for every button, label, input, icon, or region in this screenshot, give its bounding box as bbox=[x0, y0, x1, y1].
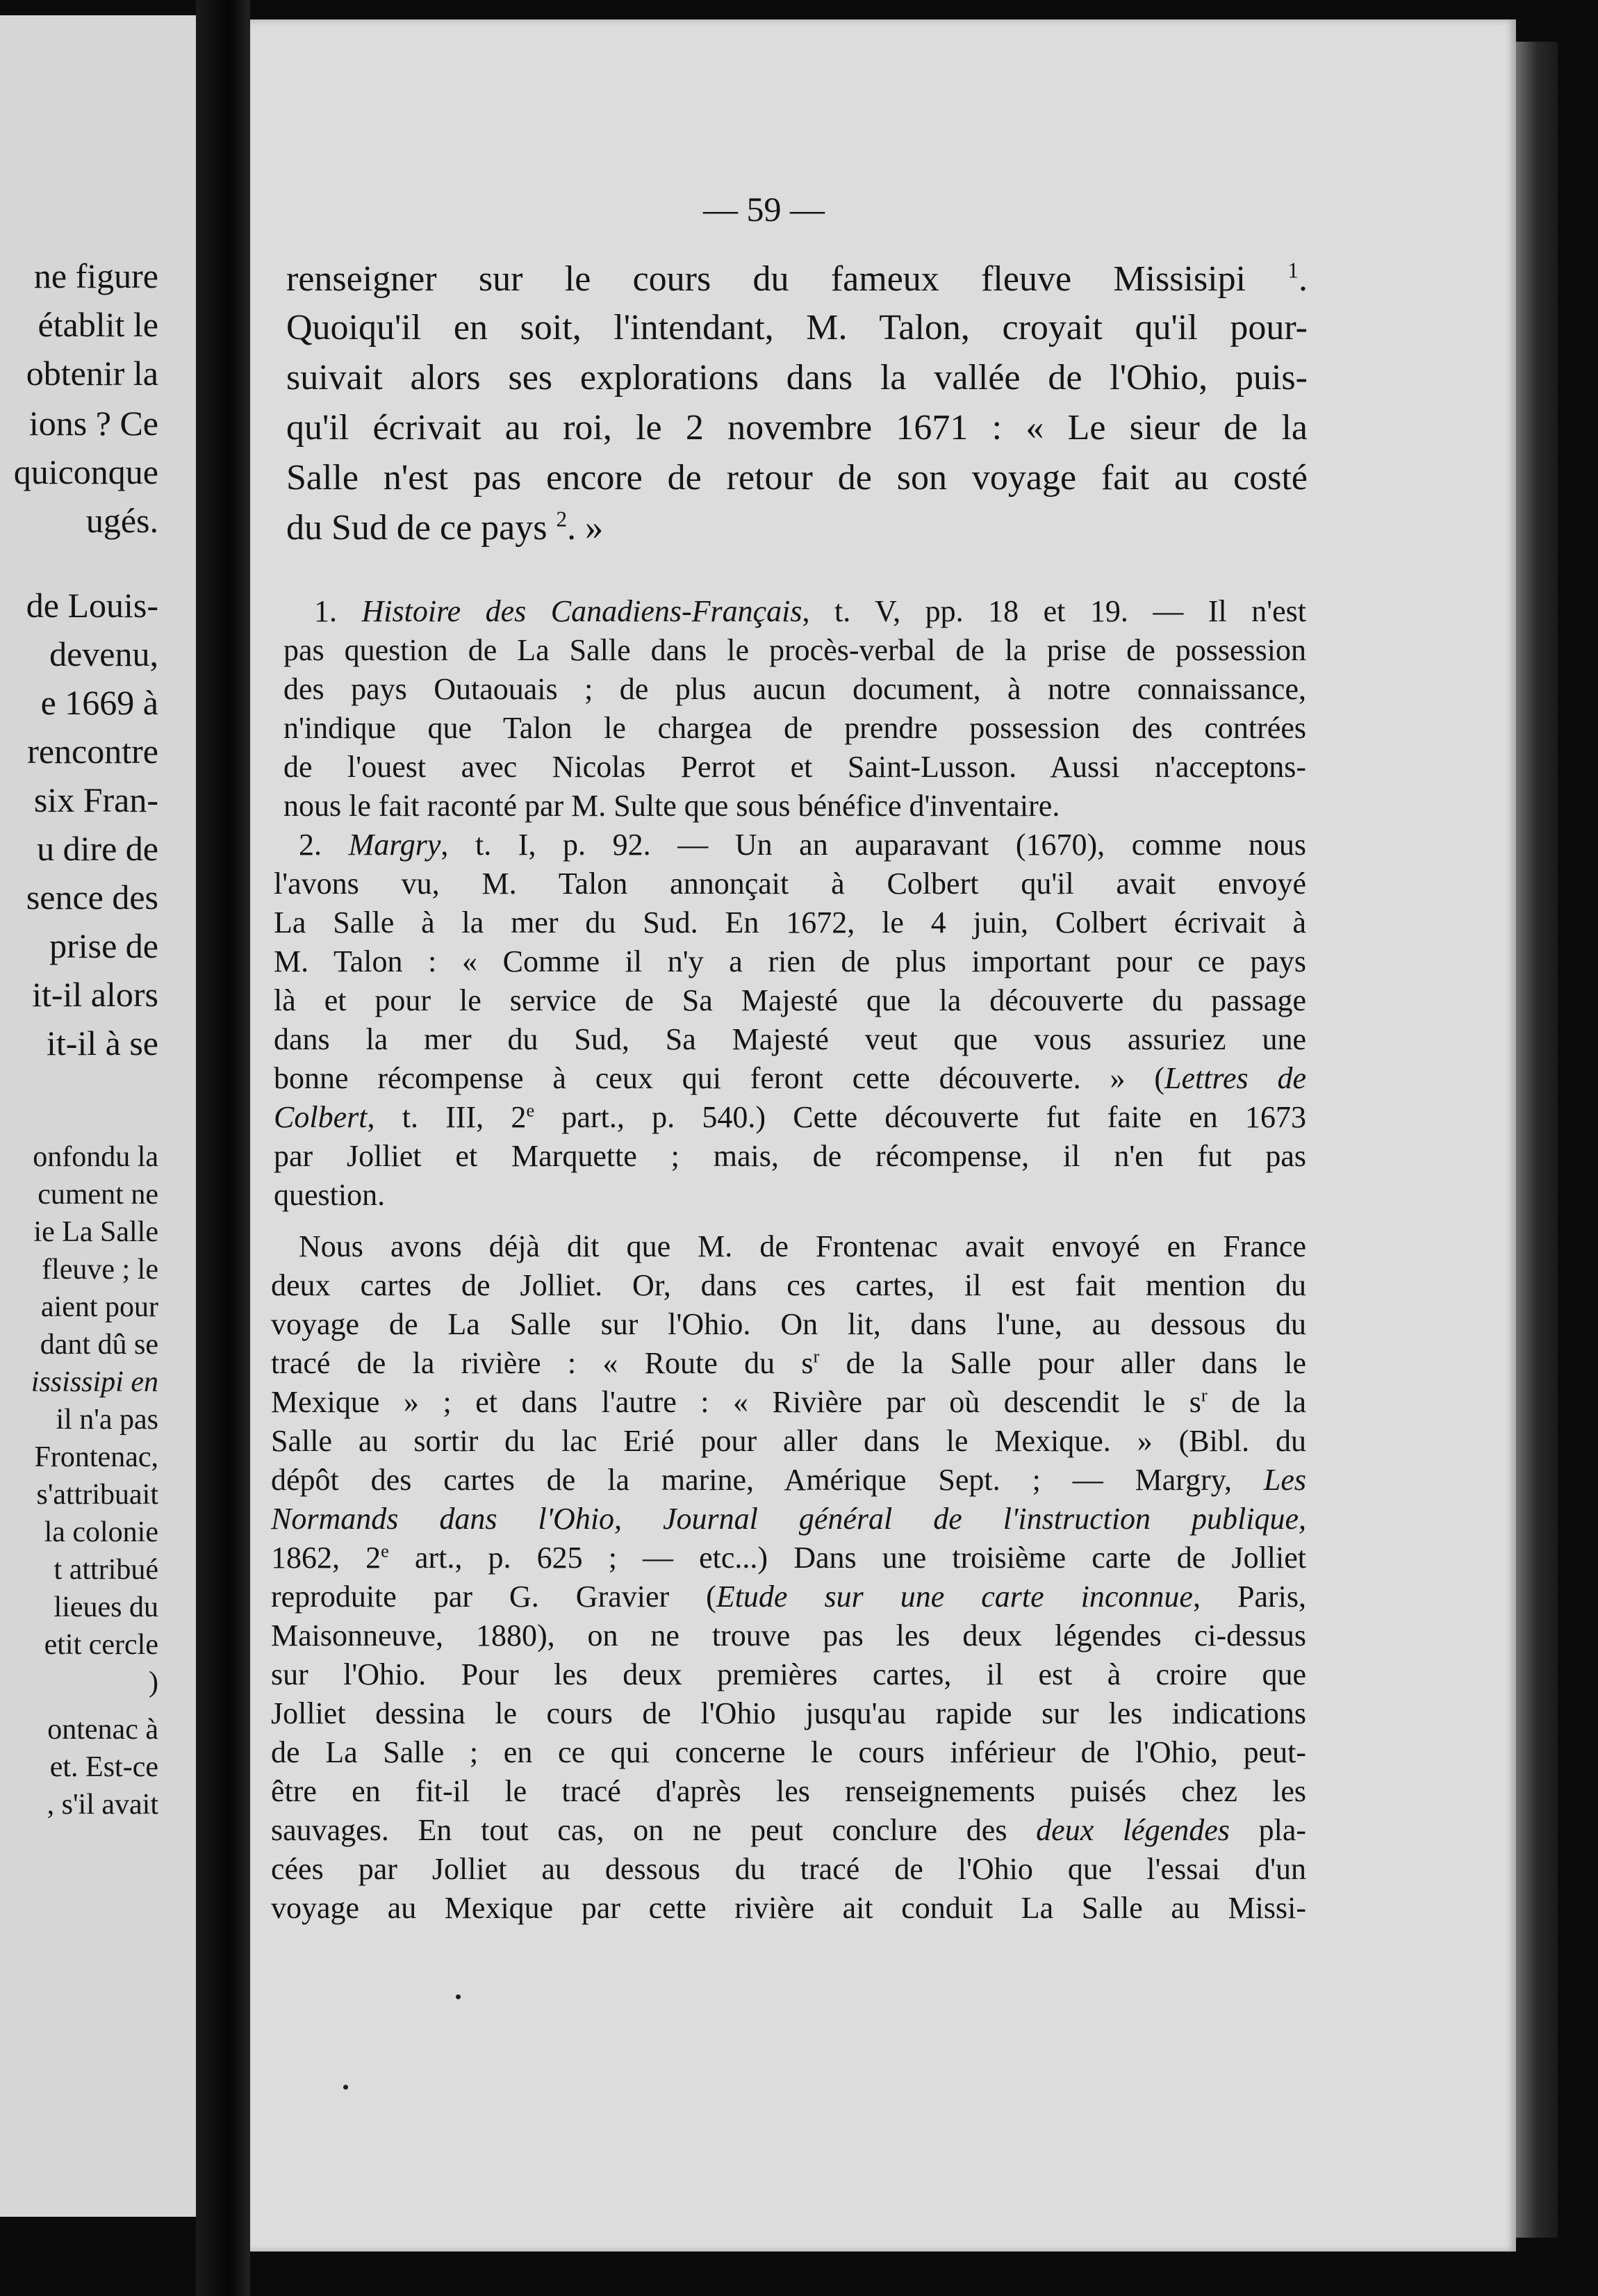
facing-page-line: devenu, bbox=[49, 634, 158, 673]
facing-page-line: s'attribuait bbox=[36, 1479, 158, 1511]
footnote-ref: 1 bbox=[1287, 258, 1299, 283]
facing-page-line: et. Est-ce bbox=[49, 1751, 158, 1783]
footnote-2-line: M. Talon : « Comme il n'y a rien de plus important pour ce pays bbox=[274, 944, 1306, 978]
paragraph-line: Nous avons déjà dit que M. de Frontenac avait envoyé en France bbox=[299, 1229, 1306, 1263]
facing-page-line: Frontenac, bbox=[34, 1441, 158, 1473]
body-line: renseigner sur le cours du fameux fleuve Missisipi $^1$. bbox=[286, 258, 1308, 299]
facing-page-line: e 1669 à bbox=[40, 683, 158, 722]
paragraph-line: reproduite par G. Gravier (Etude sur une carte inconnue, Paris, bbox=[271, 1580, 1306, 1614]
facing-page-line: u dire de bbox=[37, 829, 158, 868]
facing-page-line: sence des bbox=[26, 878, 158, 917]
facing-page-line: il n'a pas bbox=[56, 1404, 158, 1436]
footnote-2-line: là et pour le service de Sa Majesté que la découverte du passage bbox=[274, 983, 1306, 1017]
page bbox=[250, 19, 1516, 2252]
footnote-1-line: des pays Outaouais ; de plus aucun document, à notre connaissance, bbox=[283, 672, 1306, 706]
facing-page-line: ne figure bbox=[33, 256, 158, 295]
facing-page-line: ississipi en bbox=[31, 1366, 158, 1398]
facing-page-line: , s'il avait bbox=[47, 1789, 158, 1821]
facing-page-line: ugés. bbox=[85, 501, 158, 540]
facing-page-line: ions ? Ce bbox=[28, 404, 158, 443]
paragraph-line: tracé de la rivière : « Route du $s^r$ de la Salle pour aller dans le bbox=[271, 1345, 1307, 1380]
footnote-2-line: par Jolliet et Marquette ; mais, de récompense, il n'en fut pas bbox=[274, 1139, 1306, 1173]
facing-page-line: établit le bbox=[38, 305, 158, 344]
paragraph-line: deux cartes de Jolliet. Or, dans ces cartes, il est fait mention du bbox=[271, 1268, 1306, 1302]
paragraph-line: dépôt des cartes de la marine, Amérique Sept. ; — Margry, Les bbox=[271, 1463, 1306, 1497]
paragraph-line: voyage de La Salle sur l'Ohio. On lit, dans l'une, au dessous du bbox=[271, 1307, 1306, 1341]
facing-page-line: fleuve ; le bbox=[42, 1254, 158, 1286]
paragraph-line: Mexique » ; et dans l'autre : « Rivière par où descendit le $s^r$ de la bbox=[271, 1384, 1306, 1419]
paragraph-line: voyage au Mexique par cette rivière ait conduit La Salle au Missi- bbox=[271, 1891, 1306, 1925]
book-gutter bbox=[196, 0, 250, 2296]
facing-page-line: t attribué bbox=[53, 1554, 158, 1586]
facing-page-line: it-il à se bbox=[46, 1024, 158, 1063]
footnote-2-line: dans la mer du Sud, Sa Majesté veut que vous assuriez une bbox=[274, 1022, 1306, 1056]
facing-page-line: etit cercle bbox=[44, 1629, 158, 1661]
paragraph-line: sauvages. En tout cas, on ne peut conclure des deux légendes pla- bbox=[271, 1813, 1307, 1847]
ink-speck bbox=[343, 2085, 348, 2090]
facing-page-line: ) bbox=[149, 1666, 158, 1698]
footnote-1-line: n'indique que Talon le chargea de prendre possession des contrées bbox=[283, 711, 1306, 745]
body-line: Salle n'est pas encore de retour de son voyage fait au costé bbox=[286, 458, 1308, 498]
footnote-2-line: 2. Margry, t. I, p. 92. — Un an auparavant (1670), comme nous bbox=[299, 828, 1306, 862]
footnote-1-line: de l'ouest avec Nicolas Perrot et Saint-Lusson. Aussi n'acceptons- bbox=[283, 750, 1306, 784]
facing-page-line: obtenir la bbox=[26, 354, 158, 393]
paragraph-line: sur l'Ohio. Pour les deux premières cartes, il est à croire que bbox=[271, 1657, 1306, 1691]
facing-page-line: lieues du bbox=[53, 1591, 158, 1623]
paragraph-line: de La Salle ; en ce qui concerne le cours inférieur de l'Ohio, peut- bbox=[271, 1735, 1306, 1769]
facing-page-line: onfondu la bbox=[33, 1141, 158, 1173]
facing-page-line: dant dû se bbox=[40, 1329, 158, 1361]
footnote-1-line: 1. Histoire des Canadiens-Français, t. V, pp. 18 et 19. — Il n'est bbox=[314, 594, 1307, 628]
body-line: qu'il écrivait au roi, le 2 novembre 1671 : « Le sieur de la bbox=[286, 408, 1308, 448]
paragraph-line: être en fit-il le tracé d'après les renseignements puisés chez les bbox=[271, 1774, 1306, 1808]
footnote-2-line: bonne récompense à ceux qui feront cette découverte. » (Lettres de bbox=[274, 1061, 1307, 1095]
facing-page-line: six Fran- bbox=[33, 780, 158, 819]
footnote-2-line: question. bbox=[274, 1178, 386, 1212]
paragraph-line: Jolliet dessina le cours de l'Ohio jusqu'au rapide sur les indications bbox=[271, 1696, 1306, 1730]
facing-page-line: quiconque bbox=[13, 452, 158, 491]
footnote-ref: 2 bbox=[556, 507, 568, 532]
facing-page-line: cument ne bbox=[38, 1179, 158, 1211]
facing-page-line: de Louis- bbox=[26, 586, 158, 625]
footnote-2-line: La Salle à la mer du Sud. En 1672, le 4 juin, Colbert écrivait à bbox=[274, 905, 1306, 940]
facing-page-line: prise de bbox=[49, 926, 158, 965]
page-number: — 59 — bbox=[703, 190, 825, 229]
paragraph-line: Maisonneuve, 1880), on ne trouve pas les deux légendes ci-dessus bbox=[271, 1618, 1306, 1653]
footnote-1-line: pas question de La Salle dans le procès-verbal de la prise de possession bbox=[283, 633, 1306, 667]
footnote-2-line: l'avons vu, M. Talon annonçait à Colbert qu'il avait envoyé bbox=[274, 867, 1306, 901]
ink-speck bbox=[456, 1994, 461, 1999]
paragraph-line: cées par Jolliet au dessous du tracé de l'Ohio que l'essai d'un bbox=[271, 1852, 1306, 1886]
footnote-1-line: nous le fait raconté par M. Sulte que sous bénéfice d'inventaire. bbox=[283, 789, 1060, 823]
body-line: du Sud de ce pays $^2$. » bbox=[286, 507, 604, 548]
body-line: Quoiqu'il en soit, l'intendant, M. Talon, croyait qu'il pour- bbox=[286, 308, 1308, 347]
page-edge bbox=[1516, 42, 1558, 2238]
facing-page-fragment bbox=[0, 15, 196, 2217]
facing-page-line: la colonie bbox=[44, 1516, 158, 1548]
footnote-2-line: Colbert, t. III, 2e part., p. 540.) Cette découverte fut faite en 1673 bbox=[274, 1099, 1306, 1134]
facing-page-line: aient pour bbox=[40, 1291, 158, 1323]
body-line: suivait alors ses explorations dans la vallée de l'Ohio, puis- bbox=[286, 358, 1308, 397]
facing-page-line: ie La Salle bbox=[33, 1216, 158, 1248]
paragraph-line: Normands dans l'Ohio, Journal général de l'instruction publique, bbox=[271, 1502, 1306, 1536]
facing-page-line: ontenac à bbox=[47, 1714, 158, 1746]
facing-page-line: it-il alors bbox=[32, 975, 158, 1014]
paragraph-line: 1862, 2e art., p. 625 ; — etc...) Dans une troisième carte de Jolliet bbox=[271, 1540, 1307, 1575]
paragraph-line: Salle au sortir du lac Erié pour aller dans le Mexique. » (Bibl. du bbox=[271, 1424, 1306, 1458]
facing-page-line: rencontre bbox=[27, 732, 158, 771]
